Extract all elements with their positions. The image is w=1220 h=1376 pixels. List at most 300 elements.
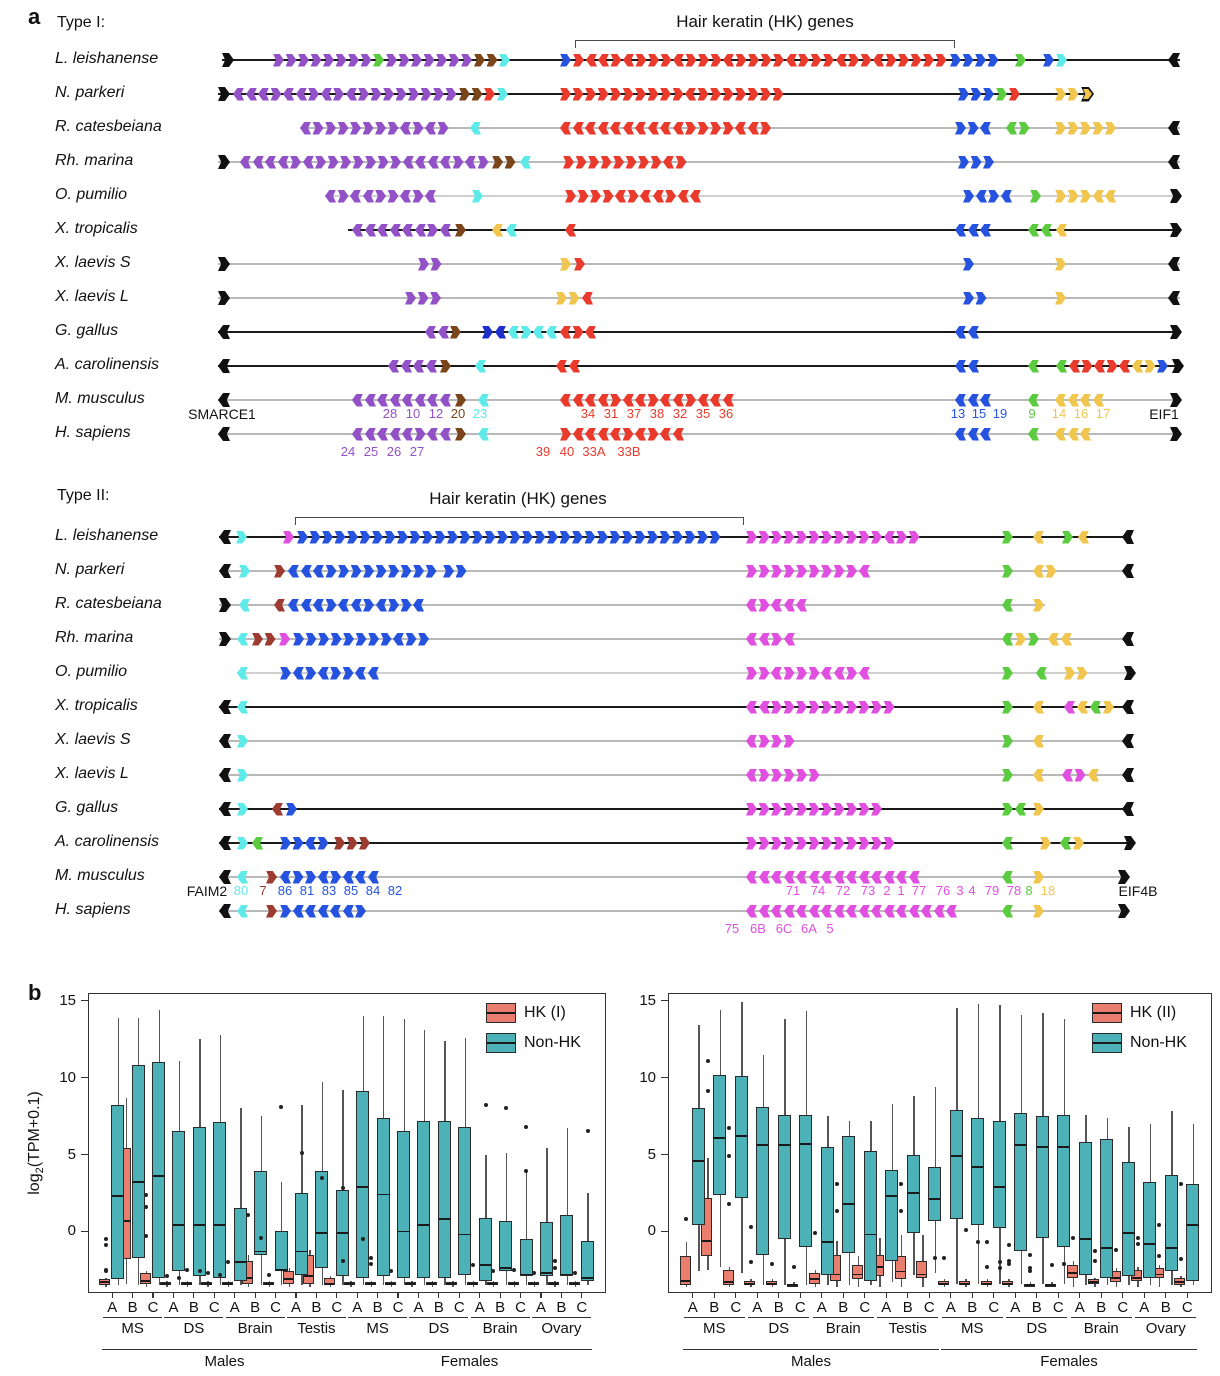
gene-number-label: 80 xyxy=(233,883,249,898)
whisker-upper xyxy=(870,1121,871,1152)
x-tick-label: B xyxy=(127,1299,138,1316)
whisker-upper xyxy=(485,1155,486,1218)
median-line xyxy=(693,1160,704,1162)
median-line xyxy=(214,1224,225,1226)
gene-number-label: 9 xyxy=(1028,406,1036,421)
outlier-dot xyxy=(964,1228,968,1232)
gene-arrow xyxy=(1122,802,1134,816)
x-axis-tick xyxy=(336,1293,337,1298)
whisker-lower xyxy=(342,1276,343,1285)
median-line xyxy=(296,1251,307,1253)
median-line xyxy=(714,1137,725,1139)
x-axis-tick xyxy=(886,1293,887,1298)
tissue-underline xyxy=(748,1317,809,1318)
x-tick-label: B xyxy=(902,1299,913,1316)
species-label: G. gallus xyxy=(55,799,119,816)
tissue-underline xyxy=(877,1317,938,1318)
whisker-lower xyxy=(956,1219,957,1284)
whisker-lower xyxy=(763,1255,764,1286)
gene-number-label: 39 xyxy=(535,444,551,459)
whisker-upper xyxy=(720,1010,721,1075)
x-tick-label: A xyxy=(752,1299,763,1316)
median-line xyxy=(427,1283,436,1285)
whisker-lower xyxy=(220,1278,221,1286)
whisker-upper xyxy=(978,1004,979,1118)
median-line xyxy=(929,1198,940,1200)
species-label: O. pumilio xyxy=(55,663,128,680)
median-line xyxy=(235,1261,246,1263)
tissue-label: DS xyxy=(768,1320,790,1337)
x-axis-tick xyxy=(234,1293,235,1298)
whisker-lower xyxy=(698,1225,699,1271)
whisker-lower xyxy=(383,1276,384,1285)
x-tick-label: B xyxy=(556,1299,567,1316)
x-axis-tick xyxy=(1165,1293,1166,1298)
x-axis-tick xyxy=(757,1293,758,1298)
box-nonhk xyxy=(799,1115,812,1247)
box-nonhk xyxy=(1079,1142,1092,1274)
x-axis-tick xyxy=(193,1293,194,1298)
whisker-lower xyxy=(146,1284,147,1287)
y-tick-label: 5 xyxy=(67,1145,76,1163)
gene-track-line xyxy=(219,910,1125,912)
median-line xyxy=(1166,1247,1177,1249)
whisker-lower xyxy=(228,1285,229,1287)
whisker-lower xyxy=(575,1285,576,1287)
whisker-upper xyxy=(526,1170,527,1239)
gene-track-line xyxy=(219,740,1130,742)
box-nonhk xyxy=(315,1171,328,1268)
box-nonhk xyxy=(540,1222,553,1276)
x-axis-tick xyxy=(520,1293,521,1298)
y-axis-tick xyxy=(661,1000,668,1002)
box-nonhk xyxy=(377,1118,390,1276)
whisker-upper xyxy=(159,1010,160,1062)
whisker-upper xyxy=(199,1039,200,1127)
whisker-lower xyxy=(720,1195,721,1267)
gene-number-label: 3 xyxy=(956,883,964,898)
whisker-lower xyxy=(289,1284,290,1287)
gene-number-label: 7 xyxy=(259,883,267,898)
whisker-lower xyxy=(309,1284,310,1287)
box-nonhk xyxy=(971,1118,984,1226)
tissue-label: Brain xyxy=(237,1320,273,1337)
x-tick-label: A xyxy=(816,1299,827,1316)
outlier-dot xyxy=(835,1182,839,1186)
whisker-lower xyxy=(105,1285,106,1287)
median-line xyxy=(570,1283,579,1285)
y-axis-tick xyxy=(661,1154,668,1156)
box-nonhk xyxy=(821,1147,834,1275)
whisker-lower xyxy=(1107,1278,1108,1286)
x-tick-label: A xyxy=(1010,1299,1021,1316)
x-tick-label: B xyxy=(1031,1299,1042,1316)
median-line xyxy=(972,1166,983,1168)
outlier-dot xyxy=(369,1256,373,1260)
legend-swatch-median xyxy=(1093,1012,1121,1014)
x-tick-label: A xyxy=(881,1299,892,1316)
legend-swatch-median xyxy=(487,1042,515,1044)
median-line xyxy=(488,1283,497,1285)
whisker-upper xyxy=(342,1090,343,1190)
outlier-dot xyxy=(104,1237,108,1241)
species-label: H. sapiens xyxy=(55,424,131,441)
tissue-label: MS xyxy=(703,1320,726,1337)
x-axis-tick xyxy=(692,1293,693,1298)
gene-number-label: 33B xyxy=(617,444,641,459)
x-tick-label: A xyxy=(229,1299,240,1316)
gene-number-label: 40 xyxy=(559,444,575,459)
x-axis-tick xyxy=(397,1293,398,1298)
whisker-lower xyxy=(1137,1281,1138,1287)
y-axis-tick xyxy=(81,1077,88,1079)
box-nonhk xyxy=(1186,1184,1199,1281)
box-nonhk xyxy=(132,1065,145,1257)
whisker-lower xyxy=(784,1239,785,1285)
tissue-label: Brain xyxy=(1083,1320,1119,1337)
x-axis-tick xyxy=(438,1293,439,1298)
x-axis-tick xyxy=(972,1293,973,1298)
box-nonhk xyxy=(692,1108,705,1225)
x-tick-label: B xyxy=(250,1299,261,1316)
box-nonhk xyxy=(275,1231,288,1271)
median-line xyxy=(255,1251,266,1253)
species-label: O. pumilio xyxy=(55,186,128,203)
box-nonhk xyxy=(581,1241,594,1281)
outlier-dot xyxy=(1007,1262,1011,1266)
outlier-dot xyxy=(1050,1263,1054,1267)
x-axis-tick xyxy=(1144,1293,1145,1298)
whisker-lower xyxy=(1085,1275,1086,1286)
tissue-underline xyxy=(164,1317,223,1318)
tissue-underline xyxy=(1006,1317,1067,1318)
median-line xyxy=(480,1264,491,1266)
outlier-dot xyxy=(1028,1253,1032,1257)
tissue-underline xyxy=(813,1317,874,1318)
whisker-lower xyxy=(965,1285,966,1287)
whisker-lower xyxy=(506,1271,507,1285)
tissue-underline xyxy=(348,1317,407,1318)
outlier-dot xyxy=(749,1260,753,1264)
whisker-lower xyxy=(159,1278,160,1286)
median-line xyxy=(779,1144,790,1146)
whisker-upper xyxy=(220,1035,221,1123)
whisker-upper xyxy=(404,1019,405,1131)
median-line xyxy=(541,1272,552,1274)
outlier-dot xyxy=(259,1236,263,1240)
gene-track-line xyxy=(325,195,1180,197)
whisker-upper xyxy=(901,1235,902,1257)
whisker-lower xyxy=(363,1278,364,1286)
whisker-upper xyxy=(827,1116,828,1147)
median-line xyxy=(357,1186,368,1188)
box-nonhk xyxy=(213,1122,226,1277)
box-nonhk xyxy=(778,1115,791,1240)
x-axis-tick xyxy=(800,1293,801,1298)
median-line xyxy=(1003,1283,1012,1285)
whisker-lower xyxy=(567,1276,568,1285)
median-line xyxy=(853,1274,862,1276)
x-axis-tick xyxy=(1058,1293,1059,1298)
whisker-upper xyxy=(784,1019,785,1114)
box-nonhk xyxy=(1143,1182,1156,1277)
x-tick-label: B xyxy=(311,1299,322,1316)
box-nonhk xyxy=(842,1136,855,1253)
x-axis-tick xyxy=(843,1293,844,1298)
whisker-lower xyxy=(1094,1284,1095,1287)
median-line xyxy=(468,1283,477,1285)
gene-number-label: 73 xyxy=(860,883,876,898)
species-label: M. musculus xyxy=(55,867,145,884)
median-line xyxy=(304,1275,313,1277)
median-line xyxy=(1046,1284,1055,1286)
median-line xyxy=(418,1224,429,1226)
outlier-dot xyxy=(165,1274,169,1278)
gene-number-label: 20 xyxy=(450,406,466,421)
box-nonhk xyxy=(254,1171,267,1254)
whisker-lower xyxy=(126,1259,127,1284)
median-line xyxy=(133,1181,144,1183)
outlier-dot xyxy=(104,1243,108,1247)
gene-number-label: 1 xyxy=(897,883,905,898)
tissue-label: Ovary xyxy=(1145,1320,1186,1337)
sex-underline xyxy=(683,1349,940,1350)
whisker-lower xyxy=(1193,1281,1194,1286)
y-axis-label: $\log_2(TPM+0.1)$ xyxy=(25,1091,47,1195)
whisker-lower xyxy=(452,1285,453,1287)
x-tick-label: A xyxy=(413,1299,424,1316)
gene-number-label: EIF4B xyxy=(1118,883,1158,899)
x-tick-label: C xyxy=(147,1299,159,1316)
median-line xyxy=(822,1241,833,1243)
box-nonhk xyxy=(864,1151,877,1280)
median-line xyxy=(141,1280,150,1282)
hk-genes-bracket xyxy=(575,40,955,48)
hk-genes-title: Hair keratin (HK) genes xyxy=(676,12,854,31)
median-line xyxy=(1015,1144,1026,1146)
x-tick-label: C xyxy=(270,1299,281,1316)
whisker-upper xyxy=(383,1016,384,1118)
gene-track-line xyxy=(218,297,1180,299)
whisker-lower xyxy=(432,1285,433,1287)
x-tick-label: C xyxy=(331,1299,343,1316)
median-line xyxy=(173,1224,184,1226)
gene-track-line xyxy=(219,774,1130,776)
whisker-upper xyxy=(363,1016,364,1091)
whisker-lower xyxy=(935,1221,936,1273)
gene-number-label: 38 xyxy=(649,406,665,421)
outlier-dot xyxy=(1071,1236,1075,1240)
tissue-label: Testis xyxy=(297,1320,336,1337)
whisker-lower xyxy=(187,1285,188,1287)
whisker-lower xyxy=(473,1285,474,1287)
tissue-label: Ovary xyxy=(541,1320,582,1337)
median-line xyxy=(896,1271,905,1273)
x-axis-tick xyxy=(173,1293,174,1298)
tissue-underline xyxy=(1135,1317,1196,1318)
x-tick-label: A xyxy=(945,1299,956,1316)
whisker-lower xyxy=(350,1285,351,1287)
y-tick-label: 0 xyxy=(647,1222,656,1240)
panel-a-letter: a xyxy=(28,4,41,29)
gene-number-label: 84 xyxy=(365,883,381,898)
gene-number-label: 6A xyxy=(801,921,817,936)
median-line xyxy=(865,1234,876,1236)
whisker-lower xyxy=(322,1268,323,1285)
median-line xyxy=(223,1283,232,1285)
section-type-label: Type II: xyxy=(57,487,110,504)
x-axis-tick xyxy=(152,1293,153,1298)
box-nonhk xyxy=(928,1167,941,1221)
median-line xyxy=(994,1186,1005,1188)
hk-genes-bracket xyxy=(295,517,744,525)
sex-label: Females xyxy=(1040,1353,1098,1370)
median-line xyxy=(757,1144,768,1146)
whisker-upper xyxy=(892,1104,893,1170)
gene-number-label: 17 xyxy=(1095,406,1111,421)
whisker-upper xyxy=(707,1158,708,1198)
x-tick-label: C xyxy=(392,1299,404,1316)
median-line xyxy=(366,1283,375,1285)
sex-label: Males xyxy=(790,1353,832,1370)
tissue-underline xyxy=(471,1317,530,1318)
box-nonhk xyxy=(885,1170,898,1261)
gene-number-label: 71 xyxy=(785,883,801,898)
outlier-dot xyxy=(369,1262,373,1266)
median-line xyxy=(800,1143,811,1145)
whisker-upper xyxy=(999,1005,1000,1120)
outlier-dot xyxy=(320,1176,324,1180)
outlier-dot xyxy=(1062,1262,1066,1266)
box-nonhk xyxy=(417,1121,430,1278)
gene-number-label: 78 xyxy=(1006,883,1022,898)
outlier-dot xyxy=(341,1259,345,1263)
median-line xyxy=(378,1194,389,1196)
gene-number-label: 12 xyxy=(428,406,444,421)
median-line xyxy=(1144,1243,1155,1245)
x-axis-tick xyxy=(735,1293,736,1298)
median-line xyxy=(439,1218,450,1220)
x-tick-label: C xyxy=(730,1299,742,1316)
x-axis-tick xyxy=(459,1293,460,1298)
species-label: X. laevis L xyxy=(55,288,129,305)
median-line xyxy=(724,1281,733,1283)
gene-number-label: 37 xyxy=(626,406,642,421)
whisker-lower xyxy=(1180,1285,1181,1287)
section-type-label: Type I: xyxy=(57,14,106,31)
median-line xyxy=(459,1234,470,1236)
whisker-lower xyxy=(879,1276,880,1287)
gene-number-label: 24 xyxy=(340,444,356,459)
tissue-label: Brain xyxy=(825,1320,861,1337)
median-line xyxy=(345,1283,354,1285)
whisker-lower xyxy=(1042,1238,1043,1284)
whisker-upper xyxy=(587,1193,588,1241)
tissue-label: DS xyxy=(1026,1320,1048,1337)
whisker-lower xyxy=(199,1276,200,1285)
gene-arrow xyxy=(1122,530,1134,544)
tissue-label: MS xyxy=(961,1320,984,1337)
box-nonhk xyxy=(1122,1162,1135,1276)
gene-number-label: 79 xyxy=(984,883,1000,898)
median-line xyxy=(194,1224,205,1226)
gene-number-label: FAIM2 xyxy=(186,883,228,899)
box-nonhk xyxy=(152,1062,165,1277)
x-axis-tick xyxy=(907,1293,908,1298)
median-line xyxy=(182,1283,191,1285)
whisker-lower xyxy=(248,1284,249,1287)
species-label: A. carolinensis xyxy=(55,356,160,373)
x-axis-tick xyxy=(1101,1293,1102,1298)
x-axis-tick xyxy=(581,1293,582,1298)
median-line xyxy=(736,1135,747,1137)
gene-arrow xyxy=(1122,734,1134,748)
box-nonhk xyxy=(950,1110,963,1219)
gene-number-label: 85 xyxy=(343,883,359,898)
whisker-upper xyxy=(424,1030,425,1121)
x-tick-label: C xyxy=(923,1299,935,1316)
median-line xyxy=(1025,1284,1034,1286)
whisker-lower xyxy=(686,1285,687,1287)
x-tick-label: B xyxy=(838,1299,849,1316)
gene-number-label: 81 xyxy=(299,883,315,898)
whisker-upper xyxy=(913,1096,914,1154)
median-line xyxy=(264,1283,273,1285)
gene-arrow xyxy=(1122,700,1134,714)
median-line xyxy=(810,1278,819,1280)
median-line xyxy=(509,1283,518,1285)
whisker-upper xyxy=(1150,1124,1151,1182)
outlier-dot xyxy=(512,1268,516,1272)
gene-track-line xyxy=(218,263,1180,265)
box-nonhk xyxy=(499,1221,512,1272)
whisker-lower xyxy=(424,1278,425,1286)
whisker-lower xyxy=(301,1275,302,1286)
whisker-upper xyxy=(1193,1124,1194,1184)
gene-number-label: 13 xyxy=(950,406,966,421)
x-tick-label: B xyxy=(967,1299,978,1316)
whisker-upper xyxy=(179,1061,180,1132)
x-axis-tick xyxy=(357,1293,358,1298)
tissue-underline xyxy=(287,1317,346,1318)
whisker-upper xyxy=(1042,1013,1043,1116)
x-axis-tick xyxy=(255,1293,256,1298)
whisker-lower xyxy=(514,1285,515,1287)
x-tick-label: A xyxy=(474,1299,485,1316)
tissue-label: Brain xyxy=(482,1320,518,1337)
gene-number-label: 31 xyxy=(603,406,619,421)
box-nonhk xyxy=(479,1218,492,1281)
x-tick-label: C xyxy=(1181,1299,1193,1316)
median-line xyxy=(386,1283,395,1285)
legend-label: Non-HK xyxy=(524,1034,581,1051)
whisker-upper xyxy=(763,1055,764,1107)
whisker-lower xyxy=(870,1281,871,1286)
x-axis-tick xyxy=(275,1293,276,1298)
x-tick-label: C xyxy=(453,1299,465,1316)
median-line xyxy=(1080,1238,1091,1240)
outlier-dot xyxy=(218,1273,222,1277)
whisker-upper xyxy=(1171,1111,1172,1174)
box-nonhk xyxy=(438,1121,451,1278)
outlier-dot xyxy=(1007,1243,1011,1247)
gene-track-line xyxy=(348,229,1180,231)
y-axis-tick xyxy=(661,1077,668,1079)
x-tick-label: A xyxy=(687,1299,698,1316)
median-line xyxy=(337,1232,348,1234)
gene-number-label: 26 xyxy=(386,444,402,459)
x-axis-tick xyxy=(821,1293,822,1298)
